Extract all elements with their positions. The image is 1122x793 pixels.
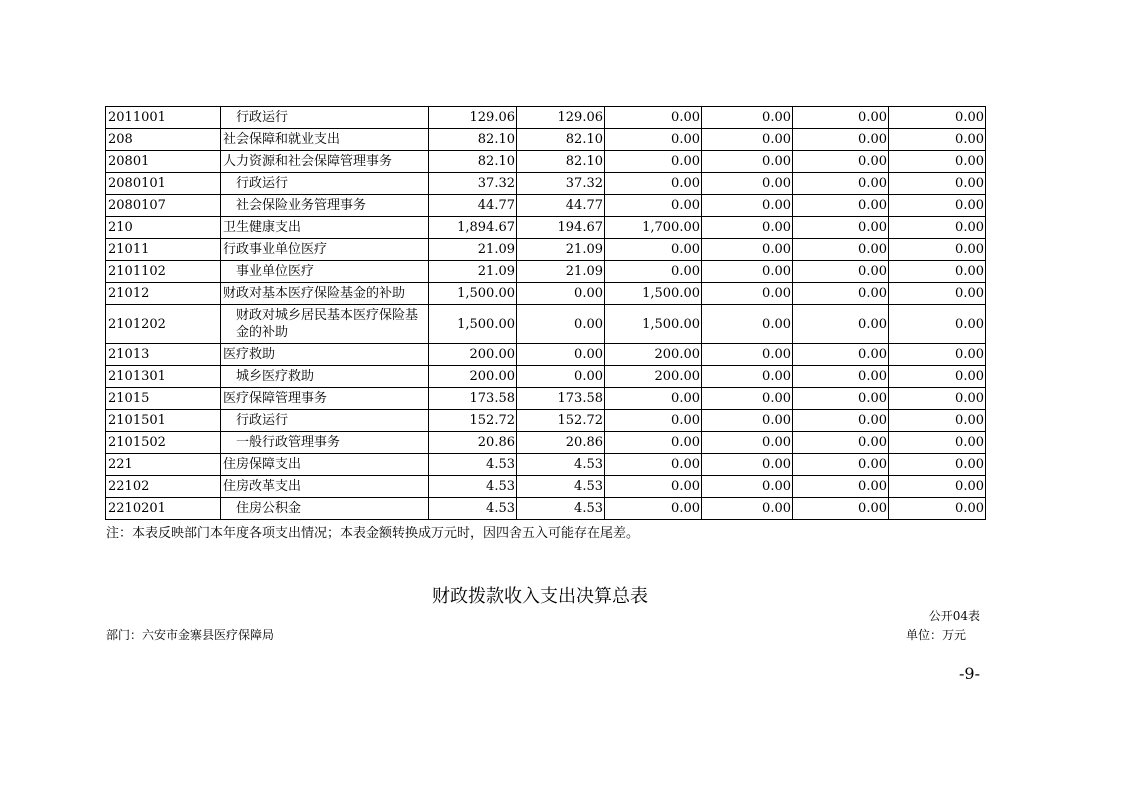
subject-code-cell: 2011001	[106, 107, 221, 129]
subject-name-cell: 行政运行	[221, 173, 429, 195]
amount-cell: 21.09	[429, 261, 517, 283]
subject-code-cell: 2101102	[106, 261, 221, 283]
subject-code-cell: 21015	[106, 388, 221, 410]
amount-cell: 0.00	[889, 151, 986, 173]
amount-cell: 0.00	[889, 366, 986, 388]
amount-cell: 200.00	[429, 344, 517, 366]
amount-cell: 0.00	[889, 283, 986, 305]
amount-cell: 82.10	[517, 129, 605, 151]
amount-cell: 37.32	[517, 173, 605, 195]
amount-cell: 0.00	[702, 107, 793, 129]
amount-cell: 0.00	[889, 388, 986, 410]
amount-cell: 0.00	[605, 432, 702, 454]
subject-name-cell: 事业单位医疗	[221, 261, 429, 283]
amount-cell: 0.00	[793, 344, 889, 366]
table-row	[106, 173, 986, 195]
amount-cell: 200.00	[605, 344, 702, 366]
subject-name-cell: 医疗救助	[221, 344, 429, 366]
amount-cell: 0.00	[605, 107, 702, 129]
section-title: 财政拨款收入支出决算总表	[432, 586, 648, 607]
amount-cell: 0.00	[605, 261, 702, 283]
table-row	[106, 151, 986, 173]
amount-cell: 0.00	[793, 410, 889, 432]
amount-cell: 4.53	[429, 476, 517, 498]
table-row	[106, 129, 986, 151]
amount-cell: 0.00	[702, 454, 793, 476]
amount-cell: 173.58	[429, 388, 517, 410]
subject-name-cell: 城乡医疗救助	[221, 366, 429, 388]
amount-cell: 0.00	[605, 410, 702, 432]
subject-code-cell: 2101202	[106, 305, 221, 344]
table-row	[106, 239, 986, 261]
department-label: 部门：六安市金寨县医疗保障局	[106, 628, 275, 642]
amount-cell: 0.00	[702, 173, 793, 195]
amount-cell: 0.00	[702, 239, 793, 261]
amount-cell: 0.00	[605, 173, 702, 195]
subject-name-cell: 行政事业单位医疗	[221, 239, 429, 261]
table-row	[106, 195, 986, 217]
amount-cell: 0.00	[702, 305, 793, 344]
amount-cell: 0.00	[605, 129, 702, 151]
subject-name-cell: 医疗保障管理事务	[221, 388, 429, 410]
subject-name-cell: 住房保障支出	[221, 454, 429, 476]
subject-code-cell: 210	[106, 217, 221, 239]
amount-cell: 0.00	[889, 239, 986, 261]
amount-cell: 0.00	[793, 151, 889, 173]
subject-name-cell: 社会保障和就业支出	[221, 129, 429, 151]
amount-cell: 0.00	[889, 344, 986, 366]
amount-cell: 0.00	[889, 410, 986, 432]
subject-name-cell: 财政对基本医疗保险基金的补助	[221, 283, 429, 305]
amount-cell: 0.00	[889, 305, 986, 344]
amount-cell: 0.00	[517, 366, 605, 388]
subject-code-cell: 221	[106, 454, 221, 476]
amount-cell: 0.00	[793, 217, 889, 239]
subject-code-cell: 2101502	[106, 432, 221, 454]
amount-cell: 0.00	[702, 261, 793, 283]
amount-cell: 21.09	[429, 239, 517, 261]
amount-cell: 0.00	[605, 388, 702, 410]
amount-cell: 0.00	[793, 107, 889, 129]
amount-cell: 44.77	[429, 195, 517, 217]
amount-cell: 0.00	[793, 454, 889, 476]
table-row	[106, 366, 986, 388]
amount-cell: 0.00	[517, 283, 605, 305]
subject-name-cell: 一般行政管理事务	[221, 432, 429, 454]
subject-code-cell: 2080107	[106, 195, 221, 217]
amount-cell: 0.00	[605, 454, 702, 476]
table-row	[106, 261, 986, 283]
amount-cell: 0.00	[889, 129, 986, 151]
subject-name-cell: 人力资源和社会保障管理事务	[221, 151, 429, 173]
amount-cell: 152.72	[517, 410, 605, 432]
subject-code-cell: 21011	[106, 239, 221, 261]
amount-cell: 0.00	[793, 195, 889, 217]
table-footnote: 注：本表反映部门本年度各项支出情况；本表金额转换成万元时，因四舍五入可能存在尾差。	[106, 526, 640, 541]
subject-name-cell: 财政对城乡居民基本医疗保险基金的补助	[221, 305, 429, 344]
amount-cell: 0.00	[889, 498, 986, 520]
amount-cell: 0.00	[605, 151, 702, 173]
amount-cell: 0.00	[605, 498, 702, 520]
table-body	[106, 107, 986, 520]
amount-cell: 1,500.00	[605, 283, 702, 305]
subject-name-cell: 社会保险业务管理事务	[221, 195, 429, 217]
amount-cell: 0.00	[702, 498, 793, 520]
amount-cell: 20.86	[429, 432, 517, 454]
amount-cell: 0.00	[702, 195, 793, 217]
amount-cell: 0.00	[702, 344, 793, 366]
amount-cell: 0.00	[605, 476, 702, 498]
amount-cell: 0.00	[793, 239, 889, 261]
amount-cell: 1,700.00	[605, 217, 702, 239]
amount-cell: 0.00	[889, 432, 986, 454]
amount-cell: 0.00	[702, 410, 793, 432]
amount-cell: 0.00	[889, 476, 986, 498]
amount-cell: 0.00	[702, 129, 793, 151]
subject-name-cell: 卫生健康支出	[221, 217, 429, 239]
table-row	[106, 410, 986, 432]
subject-code-cell: 2101301	[106, 366, 221, 388]
amount-cell: 44.77	[517, 195, 605, 217]
amount-cell: 0.00	[702, 432, 793, 454]
amount-cell: 0.00	[793, 305, 889, 344]
amount-cell: 4.53	[517, 454, 605, 476]
amount-cell: 1,500.00	[605, 305, 702, 344]
amount-cell: 4.53	[429, 498, 517, 520]
amount-cell: 129.06	[429, 107, 517, 129]
subject-name-cell: 行政运行	[221, 410, 429, 432]
amount-cell: 0.00	[793, 498, 889, 520]
amount-cell: 0.00	[702, 366, 793, 388]
table-row	[106, 305, 986, 344]
subject-code-cell: 2101501	[106, 410, 221, 432]
table-row	[106, 217, 986, 239]
table-row	[106, 476, 986, 498]
amount-cell: 4.53	[429, 454, 517, 476]
subject-name-cell: 住房公积金	[221, 498, 429, 520]
amount-cell: 152.72	[429, 410, 517, 432]
amount-cell: 0.00	[605, 195, 702, 217]
amount-cell: 1,500.00	[429, 305, 517, 344]
amount-cell: 0.00	[702, 217, 793, 239]
amount-cell: 1,500.00	[429, 283, 517, 305]
amount-cell: 0.00	[702, 388, 793, 410]
amount-cell: 4.53	[517, 498, 605, 520]
expenditure-table	[105, 106, 986, 520]
amount-cell: 0.00	[793, 173, 889, 195]
amount-cell: 0.00	[793, 366, 889, 388]
subject-code-cell: 21012	[106, 283, 221, 305]
unit-label: 单位：万元	[905, 628, 966, 642]
amount-cell: 200.00	[605, 366, 702, 388]
table-row	[106, 454, 986, 476]
table-row	[106, 344, 986, 366]
amount-cell: 21.09	[517, 261, 605, 283]
amount-cell: 194.67	[517, 217, 605, 239]
amount-cell: 82.10	[429, 129, 517, 151]
amount-cell: 0.00	[793, 129, 889, 151]
table-row	[106, 498, 986, 520]
amount-cell: 0.00	[793, 261, 889, 283]
amount-cell: 200.00	[429, 366, 517, 388]
subject-name-cell: 行政运行	[221, 107, 429, 129]
amount-cell: 0.00	[702, 476, 793, 498]
table-row	[106, 283, 986, 305]
subject-name-cell: 住房改革支出	[221, 476, 429, 498]
table-row	[106, 432, 986, 454]
subject-code-cell: 2080101	[106, 173, 221, 195]
amount-cell: 0.00	[889, 173, 986, 195]
amount-cell: 0.00	[889, 217, 986, 239]
amount-cell: 0.00	[517, 344, 605, 366]
amount-cell: 0.00	[889, 107, 986, 129]
subject-code-cell: 21013	[106, 344, 221, 366]
amount-cell: 0.00	[793, 283, 889, 305]
form-code: 公开04表	[928, 609, 980, 623]
amount-cell: 0.00	[793, 432, 889, 454]
table-row	[106, 107, 986, 129]
amount-cell: 0.00	[702, 151, 793, 173]
amount-cell: 129.06	[517, 107, 605, 129]
amount-cell: 82.10	[429, 151, 517, 173]
subject-code-cell: 22102	[106, 476, 221, 498]
amount-cell: 21.09	[517, 239, 605, 261]
subject-code-cell: 2210201	[106, 498, 221, 520]
amount-cell: 1,894.67	[429, 217, 517, 239]
table-row	[106, 388, 986, 410]
amount-cell: 0.00	[517, 305, 605, 344]
amount-cell: 0.00	[793, 388, 889, 410]
amount-cell: 37.32	[429, 173, 517, 195]
amount-cell: 0.00	[702, 283, 793, 305]
amount-cell: 4.53	[517, 476, 605, 498]
page-number: -9-	[959, 664, 980, 683]
subject-code-cell: 20801	[106, 151, 221, 173]
subject-code-cell: 208	[106, 129, 221, 151]
amount-cell: 0.00	[889, 454, 986, 476]
amount-cell: 0.00	[605, 239, 702, 261]
amount-cell: 0.00	[889, 261, 986, 283]
amount-cell: 0.00	[793, 476, 889, 498]
amount-cell: 82.10	[517, 151, 605, 173]
amount-cell: 0.00	[889, 195, 986, 217]
amount-cell: 20.86	[517, 432, 605, 454]
amount-cell: 173.58	[517, 388, 605, 410]
